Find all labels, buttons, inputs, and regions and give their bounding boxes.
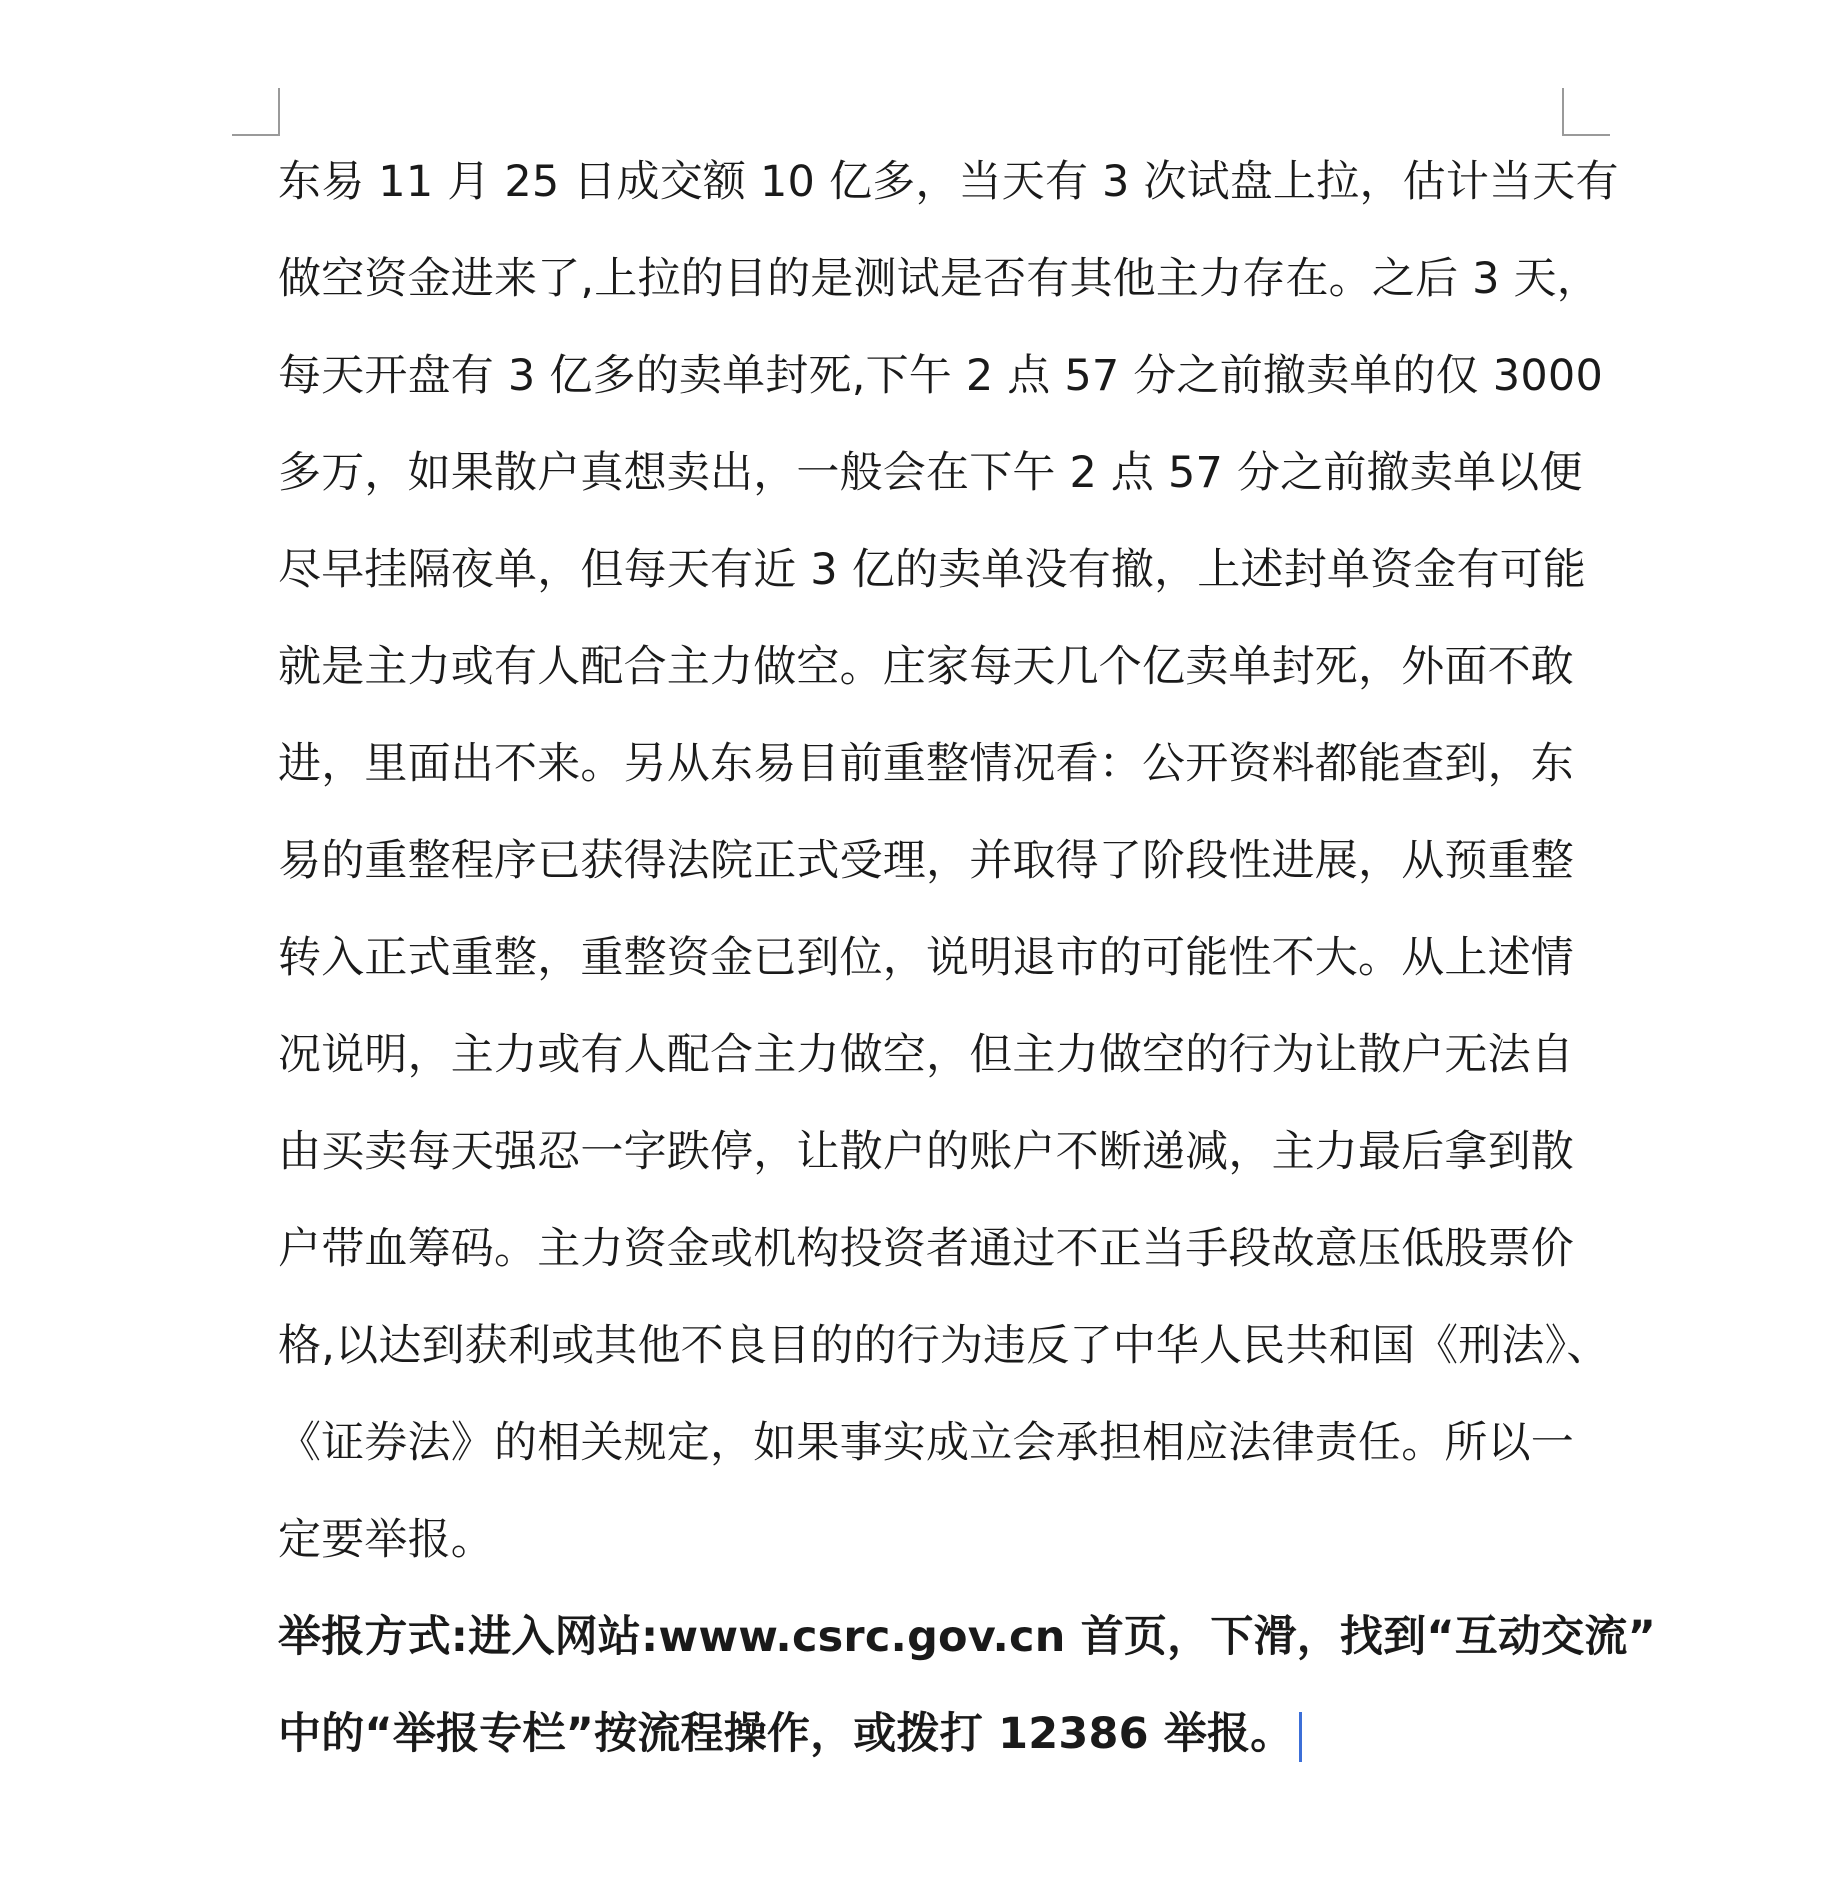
text-cursor — [1299, 1712, 1302, 1762]
report-method-line: 举报方式:进入网站:www.csrc.gov.cn 首页，下滑，找到“互动交流” — [278, 1612, 1657, 1662]
body-line: 尽早挂隔夜单，但每天有近 3 亿的卖单没有撤，上述封单资金有可能 — [278, 545, 1587, 595]
body-line: 东易 11 月 25 日成交额 10 亿多，当天有 3 次试盘上拉，估计当天有 — [278, 157, 1619, 207]
body-line: 定要举报。 — [278, 1515, 494, 1565]
page-corner-mark-top-right — [1562, 88, 1610, 136]
document-body[interactable] — [278, 134, 1657, 1783]
body-line: 多万，如果散户真想卖出，一般会在下午 2 点 57 分之前撤卖单以便 — [278, 448, 1583, 498]
report-method-line-end — [278, 1686, 1568, 1783]
report-method-text: 中的“举报专栏”按流程操作，或拨打 12386 举报。 — [278, 1709, 1294, 1759]
page-corner-mark-top-left — [232, 88, 280, 136]
body-line: 转入正式重整，重整资金已到位，说明退市的可能性不大。从上述情 — [278, 933, 1574, 983]
body-line: 况说明，主力或有人配合主力做空，但主力做空的行为让散户无法自 — [278, 1030, 1574, 1080]
body-line: 《证券法》的相关规定，如果事实成立会承担相应法律责任。所以一 — [278, 1418, 1574, 1468]
body-line: 做空资金进来了,上拉的目的是测试是否有其他主力存在。之后 3 天， — [278, 254, 1600, 304]
body-line: 就是主力或有人配合主力做空。庄家每天几个亿卖单封死，外面不敢 — [278, 642, 1574, 692]
body-line: 格,以达到获利或其他不良目的的行为违反了中华人民共和国《刑法》、 — [278, 1321, 1610, 1371]
body-line: 每天开盘有 3 亿多的卖单封死,下午 2 点 57 分之前撤卖单的仅 3000 — [278, 351, 1604, 401]
body-line: 户带血筹码。主力资金或机构投资者通过不正当手段故意压低股票价 — [278, 1224, 1574, 1274]
body-line: 由买卖每天强忍一字跌停，让散户的账户不断递减，主力最后拿到散 — [278, 1127, 1574, 1177]
body-line: 易的重整程序已获得法院正式受理，并取得了阶段性进展，从预重整 — [278, 836, 1574, 886]
body-line: 进，里面出不来。另从东易目前重整情况看：公开资料都能查到，东 — [278, 739, 1574, 789]
